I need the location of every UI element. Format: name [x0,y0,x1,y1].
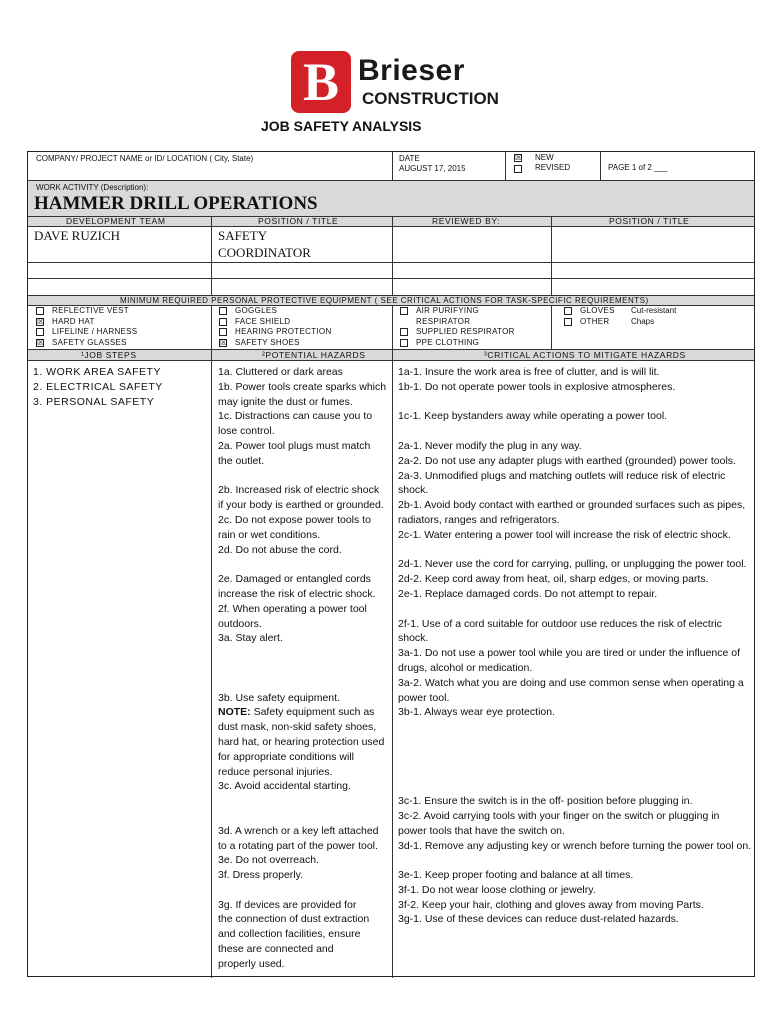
cell-line [218,809,386,824]
cell-line: 3d-1. Remove any adjusting key or wrench before turning the power tool on. [398,839,752,852]
brand-subtitle: CONSTRUCTION [362,89,499,108]
cell-line: 3c. Avoid accidental starting. [218,780,351,793]
date-value: AUGUST 17, 2015 [399,164,466,173]
cell-line: 3c-1. Ensure the switch is in the off- position before plugging in. [398,795,693,808]
cell-line: 3e-1. Keep proper footing and balance at all times. [398,869,634,882]
cell-line [398,765,754,780]
ppe-item-label: GOGGLES [235,306,278,315]
cell-line [218,676,386,691]
ppe-item-label: PPE CLOTHING [416,337,480,347]
cell-line: dust mask, non-skid safety shoes, [218,721,377,734]
cell-line [398,779,754,794]
cell-line: power tools that have the switch on. [398,824,565,837]
col-job-steps: ¹JOB STEPS [81,350,137,360]
brand-name: Brieser [358,54,465,87]
document-title: JOB SAFETY ANALYSIS [261,118,422,134]
revised-checkbox[interactable] [514,165,522,173]
cell-line: 3f. Dress properly. [218,869,303,882]
cell-line: rain or wet conditions. [218,528,321,541]
cell-line [398,720,754,735]
cell-line [398,853,754,868]
ppe-item-label: HEARING PROTECTION [235,327,332,336]
ppe-checkbox[interactable]: ☒ [37,337,45,347]
ppe-checkbox[interactable] [400,307,408,315]
cell-line: 3a. Stay alert. [218,632,283,645]
cell-line: 3c-2. Avoid carrying tools with your finger on the switch or plugging in [398,809,720,822]
ppe-item-label: AIR PURIFYING [416,306,480,315]
cell-line: 2b-1. Avoid body contact with earthed or grounded surfaces such as pipes, [398,499,746,512]
cell-line: 2a-3. Unmodified plugs and matching outlets will reduce risk of electric [398,469,726,482]
cell-line: 2d. Do not abuse the cord. [218,543,342,556]
logo-letter: B [302,52,340,112]
cell-line: NOTE: Safety equipment such as [218,706,375,719]
cell-line: outdoors. [218,617,262,630]
ppe-checkbox[interactable] [400,328,408,336]
ppe-checkbox[interactable]: ☒ [37,316,45,326]
revised-label: REVISED [535,163,571,172]
ppe-checkbox[interactable] [219,307,227,315]
cell-line: increase the risk of electric shock. [218,587,376,600]
cell-line [398,735,754,750]
cell-line: and collection facilities, ensure [218,928,361,941]
cell-line: 3f-2. Keep your hair, clothing and gloves away from moving Parts. [398,898,704,911]
team-col-reviewed: REVIEWED BY: [432,216,501,226]
cell-line [218,661,386,676]
cell-line: 2f-1. Use of a cord suitable for outdoor use reduces the risk of electric shock. [398,617,722,645]
cell-line: 3b-1. Always wear eye protection. [398,706,555,719]
team-position-line1: SAFETY [218,228,268,243]
cell-line: 1. WORK AREA SAFETY [33,366,161,378]
cell-line: the outlet. [218,454,265,467]
cell-line: to a rotating part of the power tool. [218,839,378,852]
cell-line: lose control. [218,425,275,438]
cell-line: 2e. Damaged or entangled cords [218,573,371,586]
cell-line [218,557,386,572]
cell-line: 2a-2. Do not use any adapter plugs with earthed (grounded) power tools. [398,454,736,467]
cell-line: if your body is earthed or grounded. [218,499,384,512]
team-col-position: POSITION / TITLE [258,216,339,226]
cell-line: 3g. If devices are provided for [218,898,357,911]
ppe-item-label: SUPPLIED RESPIRATOR [416,327,515,336]
cell-line: 2e-1. Replace damaged cords. Do not attempt to repair. [398,587,658,600]
cell-line: 2a. Power tool plugs must match [218,439,371,452]
ppe-checkbox[interactable] [400,339,408,347]
ppe-checkbox[interactable] [36,328,44,336]
cell-line: 1a. Cluttered or dark areas [218,366,343,378]
ppe-item-label: OTHER [580,316,610,326]
ppe-heading: MINIMUM REQUIRED PERSONAL PROTECTIVE EQUIPMENT ( SEE CRITICAL ACTIONS FOR TASK-SPECIFIC REQUIREMENTS) [120,296,649,305]
cell-line: these are connected and [218,943,334,956]
ppe-item-label: RESPIRATOR [416,316,471,326]
ppe-item-label: SAFETY GLASSES [52,337,127,347]
ppe-note: Chaps [631,316,655,326]
work-activity-value: HAMMER DRILL OPERATIONS [34,193,318,214]
cell-line: 3f-1. Do not wear loose clothing or jewelry. [398,883,596,896]
cell-line [398,543,754,558]
cell-line: 1c-1. Keep bystanders away while operating a power tool. [398,410,668,423]
team-col-dev: DEVELOPMENT TEAM [66,216,166,226]
work-activity-label: WORK ACTIVITY (Description): [36,183,149,192]
new-checkbox[interactable]: ☒ [515,153,523,162]
ppe-checkbox[interactable] [564,318,572,326]
cell-line: 3. PERSONAL SAFETY [33,395,155,408]
team-member: DAVE RUZICH [34,228,121,243]
cell-line [218,469,386,484]
team-col-position-2: POSITION / TITLE [609,216,690,226]
ppe-checkbox[interactable] [564,307,572,315]
ppe-item-label: REFLECTIVE VEST [52,306,129,315]
ppe-item-label: SAFETY SHOES [235,337,300,347]
cell-line [398,424,754,439]
cell-line: may ignite the dust or fumes. [218,395,353,408]
ppe-item-label: FACE SHIELD [235,316,291,326]
cell-line: 2d-1. Never use the cord for carrying, pulling, or unplugging the power tool. [398,558,747,571]
cell-line: power tool. [398,691,450,704]
cell-line: 2b. Increased risk of electric shock [218,484,380,497]
col-critical-actions: ³CRITICAL ACTIONS TO MITIGATE HAZARDS [484,350,686,360]
date-label: DATE [399,154,420,163]
actions-list [398,365,754,927]
cell-line: 3e. Do not overreach. [218,854,319,867]
new-label: NEW [535,153,554,162]
cell-line: hard hat, or hearing protection used [218,735,385,748]
cell-line [218,646,386,661]
ppe-checkbox[interactable] [36,307,44,315]
col-potential-hazards: ²POTENTIAL HAZARDS [262,350,366,360]
cell-line: 2. ELECTRICAL SAFETY [33,380,163,393]
job-steps-list [33,365,163,409]
cell-line: shock. [398,484,429,497]
cell-line [398,602,754,617]
cell-line [218,794,386,809]
cell-line: reduce personal injuries. [218,765,333,778]
cell-line: for appropriate conditions will [218,750,354,763]
cell-line: 3a-1. Do not use a power tool while you are tired or under the influence of [398,647,741,660]
cell-line: 3d. A wrench or a key left attached [218,824,379,837]
cell-line: properly used. [218,957,285,970]
ppe-item-label: HARD HAT [52,316,95,326]
page-number: PAGE 1 of 2 ___ [608,163,668,172]
company-label: COMPANY/ PROJECT NAME or ID/ LOCATION ( City, State) [36,154,254,163]
cell-line: the connection of dust extraction [218,913,370,926]
cell-line: 1b-1. Do not operate power tools in explosive atmospheres. [398,380,676,393]
ppe-checkbox[interactable] [219,318,227,326]
ppe-item-label: LIFELINE / HARNESS [52,327,138,336]
cell-line: 1c. Distractions can cause you to [218,410,373,423]
cell-line: 3g-1. Use of these devices can reduce dust-related hazards. [398,913,679,926]
cell-line: drugs, alcohol or medication. [398,661,533,674]
cell-line: 2f. When operating a power tool [218,602,367,615]
cell-line [398,750,754,765]
team-position-line2: COORDINATOR [218,245,311,260]
ppe-checkbox[interactable] [219,328,227,336]
cell-line: 2c. Do not expose power tools to [218,513,371,526]
hazards-list [218,365,386,972]
cell-line: 1b. Power tools create sparks which [218,380,387,393]
ppe-item-label: GLOVES [580,306,615,315]
cell-line: 2c-1. Water entering a power tool will increase the risk of electric shock. [398,528,731,541]
cell-line [218,883,386,898]
ppe-note: Cut-resistant [631,306,677,315]
cell-line: 1a-1. Insure the work area is free of clutter, and is will lit. [398,366,660,378]
cell-line: 2a-1. Never modify the plug in any way. [398,439,582,452]
jsa-form [27,151,755,977]
cell-line [398,395,754,410]
cell-line: 3b. Use safety equipment. [218,691,340,704]
cell-line: radiators, ranges and refrigerators. [398,513,560,526]
cell-line: 3a-2. Watch what you are doing and use common sense when operating a [398,676,744,689]
cell-line: 2d-2. Keep cord away from heat, oil, sharp edges, or moving parts. [398,573,709,586]
ppe-checkbox[interactable]: ☒ [220,337,228,347]
